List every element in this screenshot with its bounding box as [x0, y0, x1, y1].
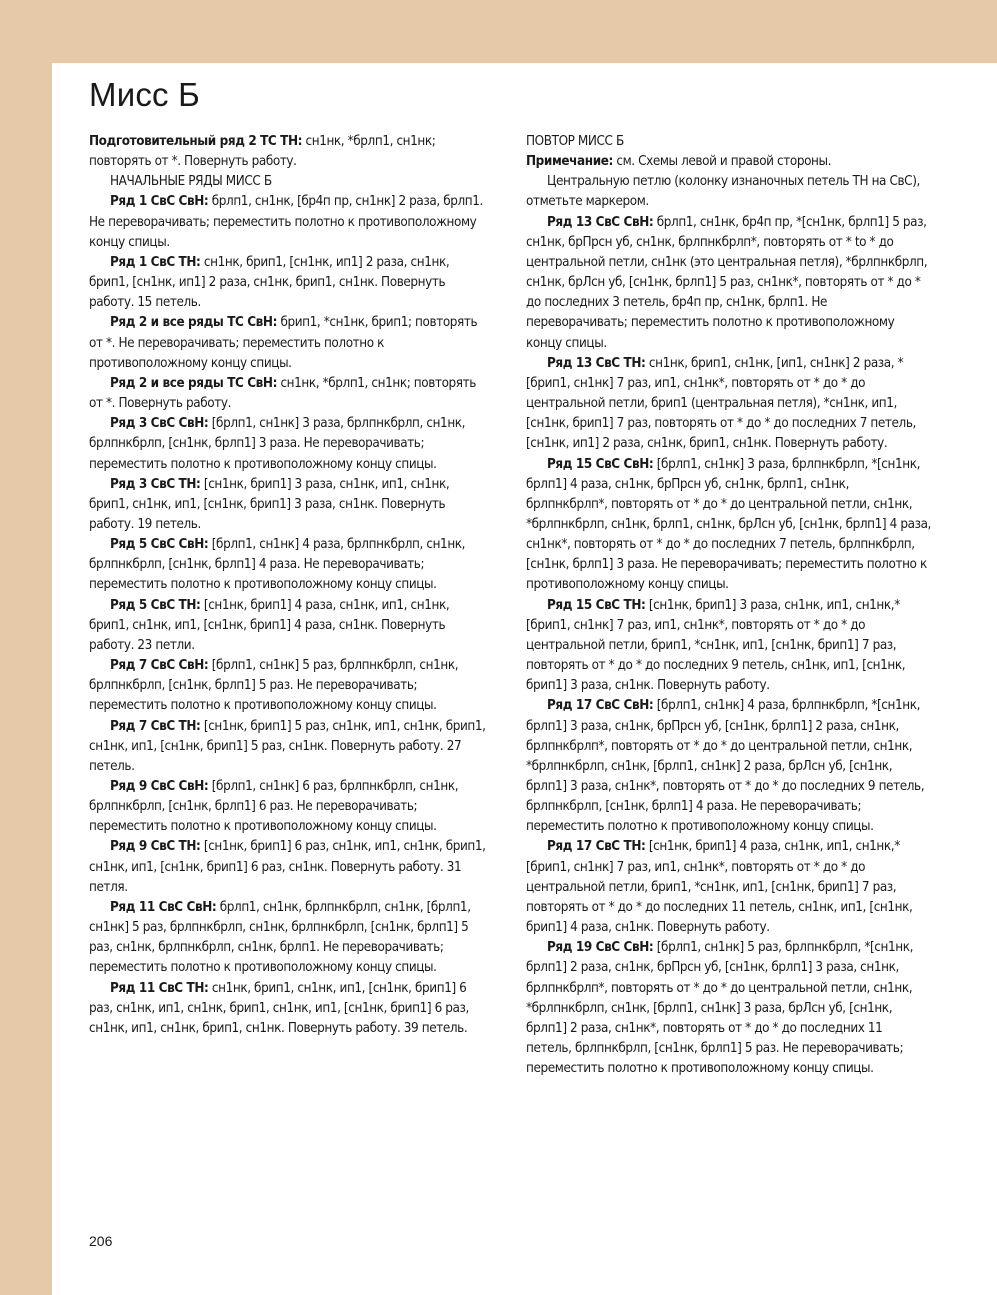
instruction-paragraph	[89, 172, 489, 192]
instruction-paragraph	[526, 696, 931, 837]
row-text: [брлп1, сн1нк] 5 раз, брлпнкбрлп, сн1нк, брлпнкбрлп, [сн1нк, брлп1] 5 раз. Не переворачивать; переместить полотно к противоположному концу спицы.	[89, 658, 459, 714]
row-text: сн1нк, брип1, сн1нк, ип1, [сн1нк, брип1] 6 раз, сн1нк, ип1, сн1нк, брип1, сн1нк, ип1, [сн1нк, брип1] 6 раз, сн1нк, ип1, сн1нк, брип1, сн1нк. Повернуть работу. 39 петель.	[89, 980, 469, 1036]
row-text: брлп1, сн1нк, [бр4п пр, сн1нк] 2 раза, брлп1. Не переворачивать; переместить полотно к противоположному концу спицы.	[89, 194, 483, 250]
row-label: Ряд 11 СвС СвН:	[110, 899, 217, 915]
row-label: Ряд 15 СвС ТН:	[547, 597, 646, 613]
instruction-paragraph	[89, 475, 489, 535]
row-label: Ряд 13 СвС СвН:	[547, 214, 654, 230]
row-label: Ряд 15 СвС СвН:	[547, 456, 654, 472]
row-label: Ряд 17 СвС СвН:	[547, 698, 654, 714]
row-label: Ряд 17 СвС ТН:	[547, 839, 646, 855]
instruction-paragraph	[89, 192, 489, 252]
row-text: брип1, *сн1нк, брип1; повторять от *. Не переворачивать; переместить полотно к противоположному концу спицы.	[89, 315, 478, 371]
instruction-paragraph	[89, 414, 489, 474]
instruction-paragraph	[526, 132, 931, 152]
row-text: [сн1нк, брип1] 4 раза, сн1нк, ип1, сн1нк, брип1, сн1нк, ип1, [сн1нк, брип1] 4 раза, сн1нк. Повернуть работу. 23 петли.	[89, 597, 450, 653]
row-text: сн1нк, брип1, сн1нк, [ип1, сн1нк] 2 раза, *[брип1, сн1нк] 7 раз, ип1, сн1нк*, повторять от * до * до центральной петли, брип1 (центральная петля), *сн1нк, ип1, [сн1нк, брип1] 7 раз, повторять от * до * до последних 7 петель, [сн1нк, ип1] 2 раза, сн1нк, брип1, сн1нк. Повернуть работу.	[526, 355, 916, 452]
instruction-paragraph	[526, 938, 931, 1079]
row-text: [брлп1, сн1нк] 3 раза, брлпнкбрлп, *[сн1нк, брлп1] 4 раза, сн1нк, брПрсн уб, сн1нк, брлп1, сн1нк, брлпнкбрлп*, повторять от * до * до центральной петли, сн1нк, *брлпнкбрлп, сн1нк, брлп1, сн1нк, брЛсн уб, [сн1нк, брлп1] 4 раза, сн1нк*, повторять от * до * до последних 7 петель, брлпнкбрлп, [сн1нк, брлп1] 3 раза. Не переворачивать; переместить полотно к противоположному концу спицы.	[526, 456, 931, 593]
row-label: Подготовительный ряд 2 ТС ТН:	[89, 134, 303, 149]
row-label: Ряд 3 СвС ТН:	[110, 476, 201, 492]
instruction-paragraph	[89, 656, 489, 716]
row-text: [сн1нк, брип1] 6 раз, сн1нк, ип1, сн1нк, брип1, сн1нк, ип1, [сн1нк, брип1] 6 раз, сн1нк. Повернуть работу. 31 петля.	[89, 839, 486, 895]
row-label: Ряд 1 СвС СвН:	[110, 194, 209, 210]
row-text: сн1нк, *брлп1, сн1нк; повторять от *. Повернуть работу.	[89, 375, 476, 412]
row-label: Ряд 1 СвС ТН:	[110, 254, 201, 270]
instruction-paragraph	[526, 213, 931, 354]
row-text: [брлп1, сн1нк] 5 раз, брлпнкбрлп, *[сн1нк, брлп1] 2 раза, сн1нк, брПрсн уб, [сн1нк, брлп1] 3 раза, сн1нк, брлпнкбрлп*, повторять от * до * до центральной петли, сн1нк, *брлпнкбрлп, сн1нк, [брлп1, сн1нк] 3 раза, брЛсн уб, [сн1нк, брлп1] 2 раза, сн1нк*, повторять от * до * до последних 11 петель, брлпнкбрлп, [сн1нк, брлп1] 5 раз. Не переворачивать; переместить полотно к противоположному концу спицы.	[526, 940, 914, 1077]
instruction-paragraph	[526, 455, 931, 596]
row-text: [брлп1, сн1нк] 4 раза, брлпнкбрлп, сн1нк, брлпнкбрлп, [сн1нк, брлп1] 4 раза. Не переворачивать; переместить полотно к противоположному концу спицы.	[89, 537, 466, 593]
instruction-paragraph	[89, 596, 489, 656]
row-label: Ряд 2 и все ряды ТС СвН:	[110, 315, 278, 331]
instruction-paragraph	[526, 837, 931, 938]
row-text: [брлп1, сн1нк] 3 раза, брлпнкбрлп, сн1нк, брлпнкбрлп, [сн1нк, брлп1] 3 раза. Не переворачивать; переместить полотно к противоположному концу спицы.	[89, 416, 466, 472]
page-title: Мисс Б	[89, 76, 200, 113]
row-text: [брлп1, сн1нк] 6 раз, брлпнкбрлп, сн1нк, брлпнкбрлп, [сн1нк, брлп1] 6 раз. Не переворачивать; переместить полотно к противоположному концу спицы.	[89, 779, 459, 835]
row-text: сн1нк, брип1, [сн1нк, ип1] 2 раза, сн1нк, брип1, [сн1нк, ип1] 2 раза, сн1нк, брип1, сн1нк. Повернуть работу. 15 петель.	[89, 254, 450, 311]
row-text: [сн1нк, брип1] 5 раз, сн1нк, ип1, сн1нк, брип1, сн1нк, ип1, [сн1нк, брип1] 5 раз, сн1нк. Повернуть работу. 27 петель.	[89, 718, 486, 774]
instruction-paragraph	[526, 596, 931, 697]
row-label: Ряд 5 СвС ТН:	[110, 597, 201, 613]
row-text: брлп1, сн1нк, бр4п пр, *[сн1нк, брлп1] 5 раз, сн1нк, брПрсн уб, сн1нк, брлпнкбрлп*, повторять от * to * до центральной петли, сн1нк (это центральная петля), *брлпнкбрлп, сн1нк, брЛсн уб, [сн1нк, брлп1] 5 раз, сн1нк*, повторять от * до * до последних 3 петель, бр4п пр, сн1нк, брлп1. Не переворачивать; переместить полотно к противоположному концу спицы.	[526, 214, 928, 351]
instruction-paragraph	[526, 354, 931, 455]
instruction-paragraph	[89, 898, 489, 979]
instruction-paragraph	[526, 152, 931, 172]
right-column	[526, 132, 931, 1079]
row-text: брлп1, сн1нк, брлпнкбрлп, сн1нк, [брлп1, сн1нк] 5 раз, брлпнкбрлп, сн1нк, брлпнкбрлп, [сн1нк, брлп1] 5 раз, сн1нк, брлпнкбрлп, сн1нк, брлп1. Не переворачивать; переместить полотно к противоположному концу спицы.	[89, 899, 471, 976]
left-column	[89, 132, 489, 1039]
row-text: ПОВТОР МИСС Б	[526, 134, 624, 149]
row-label: Ряд 2 и все ряды ТС СвН:	[110, 375, 278, 391]
row-label: Ряд 9 СвС СвН:	[110, 779, 209, 794]
row-label: Ряд 7 СвС СвН:	[110, 658, 209, 674]
row-text: см. Схемы левой и правой стороны.	[612, 154, 832, 170]
row-label: Ряд 11 СвС ТН:	[110, 980, 209, 996]
row-label: Ряд 19 СвС СвН:	[547, 940, 654, 956]
row-label: Ряд 5 СвС СвН:	[110, 537, 209, 553]
row-label: Ряд 7 СвС ТН:	[110, 718, 201, 734]
instruction-paragraph	[89, 979, 489, 1039]
instruction-paragraph	[89, 253, 489, 313]
row-label: Ряд 13 СвС ТН:	[547, 355, 646, 371]
row-text: [сн1нк, брип1] 3 раза, сн1нк, ип1, сн1нк,*[брип1, сн1нк] 7 раз, ип1, сн1нк*, повторять от * до * до центральной петли, брип1, *сн1нк, ип1, [сн1нк, брип1] 7 раз, повторять от * до * до последних 9 петель, сн1нк, ип1, [сн1нк, брип1] 3 раза, сн1нк. Повернуть работу.	[526, 597, 906, 694]
instruction-paragraph	[89, 374, 489, 414]
side-accent-band	[0, 0, 52, 1295]
row-text: [сн1нк, брип1] 4 раза, сн1нк, ип1, сн1нк,*[брип1, сн1нк] 7 раз, ип1, сн1нк*, повторять от * до * до центральной петли, брип1, *сн1нк, ип1, [сн1нк, брип1] 7 раз, повторять от * до * до последних 11 петель, сн1нк, ип1, [сн1нк, брип1] 4 раза, сн1нк. Повернуть работу.	[526, 839, 913, 936]
row-label: Ряд 9 СвС ТН:	[110, 839, 201, 855]
instruction-paragraph	[526, 172, 931, 212]
instruction-paragraph	[89, 313, 489, 373]
instruction-paragraph	[89, 777, 489, 837]
row-label: Ряд 3 СвС СвН:	[110, 416, 209, 432]
row-text: [брлп1, сн1нк] 4 раза, брлпнкбрлп, *[сн1нк, брлп1] 3 раза, сн1нк, брПрсн уб, [сн1нк, брлп1] 2 раза, сн1нк, брлпнкбрлп*, повторять от * до * до центральной петли, сн1нк, *брлпнкбрлп, сн1нк, [брлп1, сн1нк] 2 раза, брЛсн уб, [сн1нк, брлп1] 3 раза, сн1нк*, повторять от * до * до последних 9 петель, брлпнкбрлп, [сн1нк, брлп1] 4 раза. Не переворачивать; переместить полотно к противоположному концу спицы.	[526, 698, 925, 835]
row-text: [сн1нк, брип1] 3 раза, сн1нк, ип1, сн1нк, брип1, сн1нк, ип1, [сн1нк, брип1] 3 раза, сн1нк. Повернуть работу. 19 петель.	[89, 476, 450, 532]
instruction-paragraph	[89, 837, 489, 897]
top-accent-band	[0, 0, 997, 63]
instruction-paragraph	[89, 535, 489, 595]
row-label: Примечание:	[526, 154, 613, 170]
row-text: Центральную петлю (колонку изнаночных петель ТН на СвС), отметьте маркером.	[526, 174, 920, 210]
row-text: НАЧАЛЬНЫЕ РЯДЫ МИСС Б	[110, 174, 272, 190]
instruction-paragraph	[89, 717, 489, 777]
instruction-paragraph	[89, 132, 489, 172]
page-number: 206	[89, 1233, 113, 1249]
row-text: сн1нк, *брлп1, сн1нк; повторять от *. Повернуть работу.	[89, 134, 436, 170]
